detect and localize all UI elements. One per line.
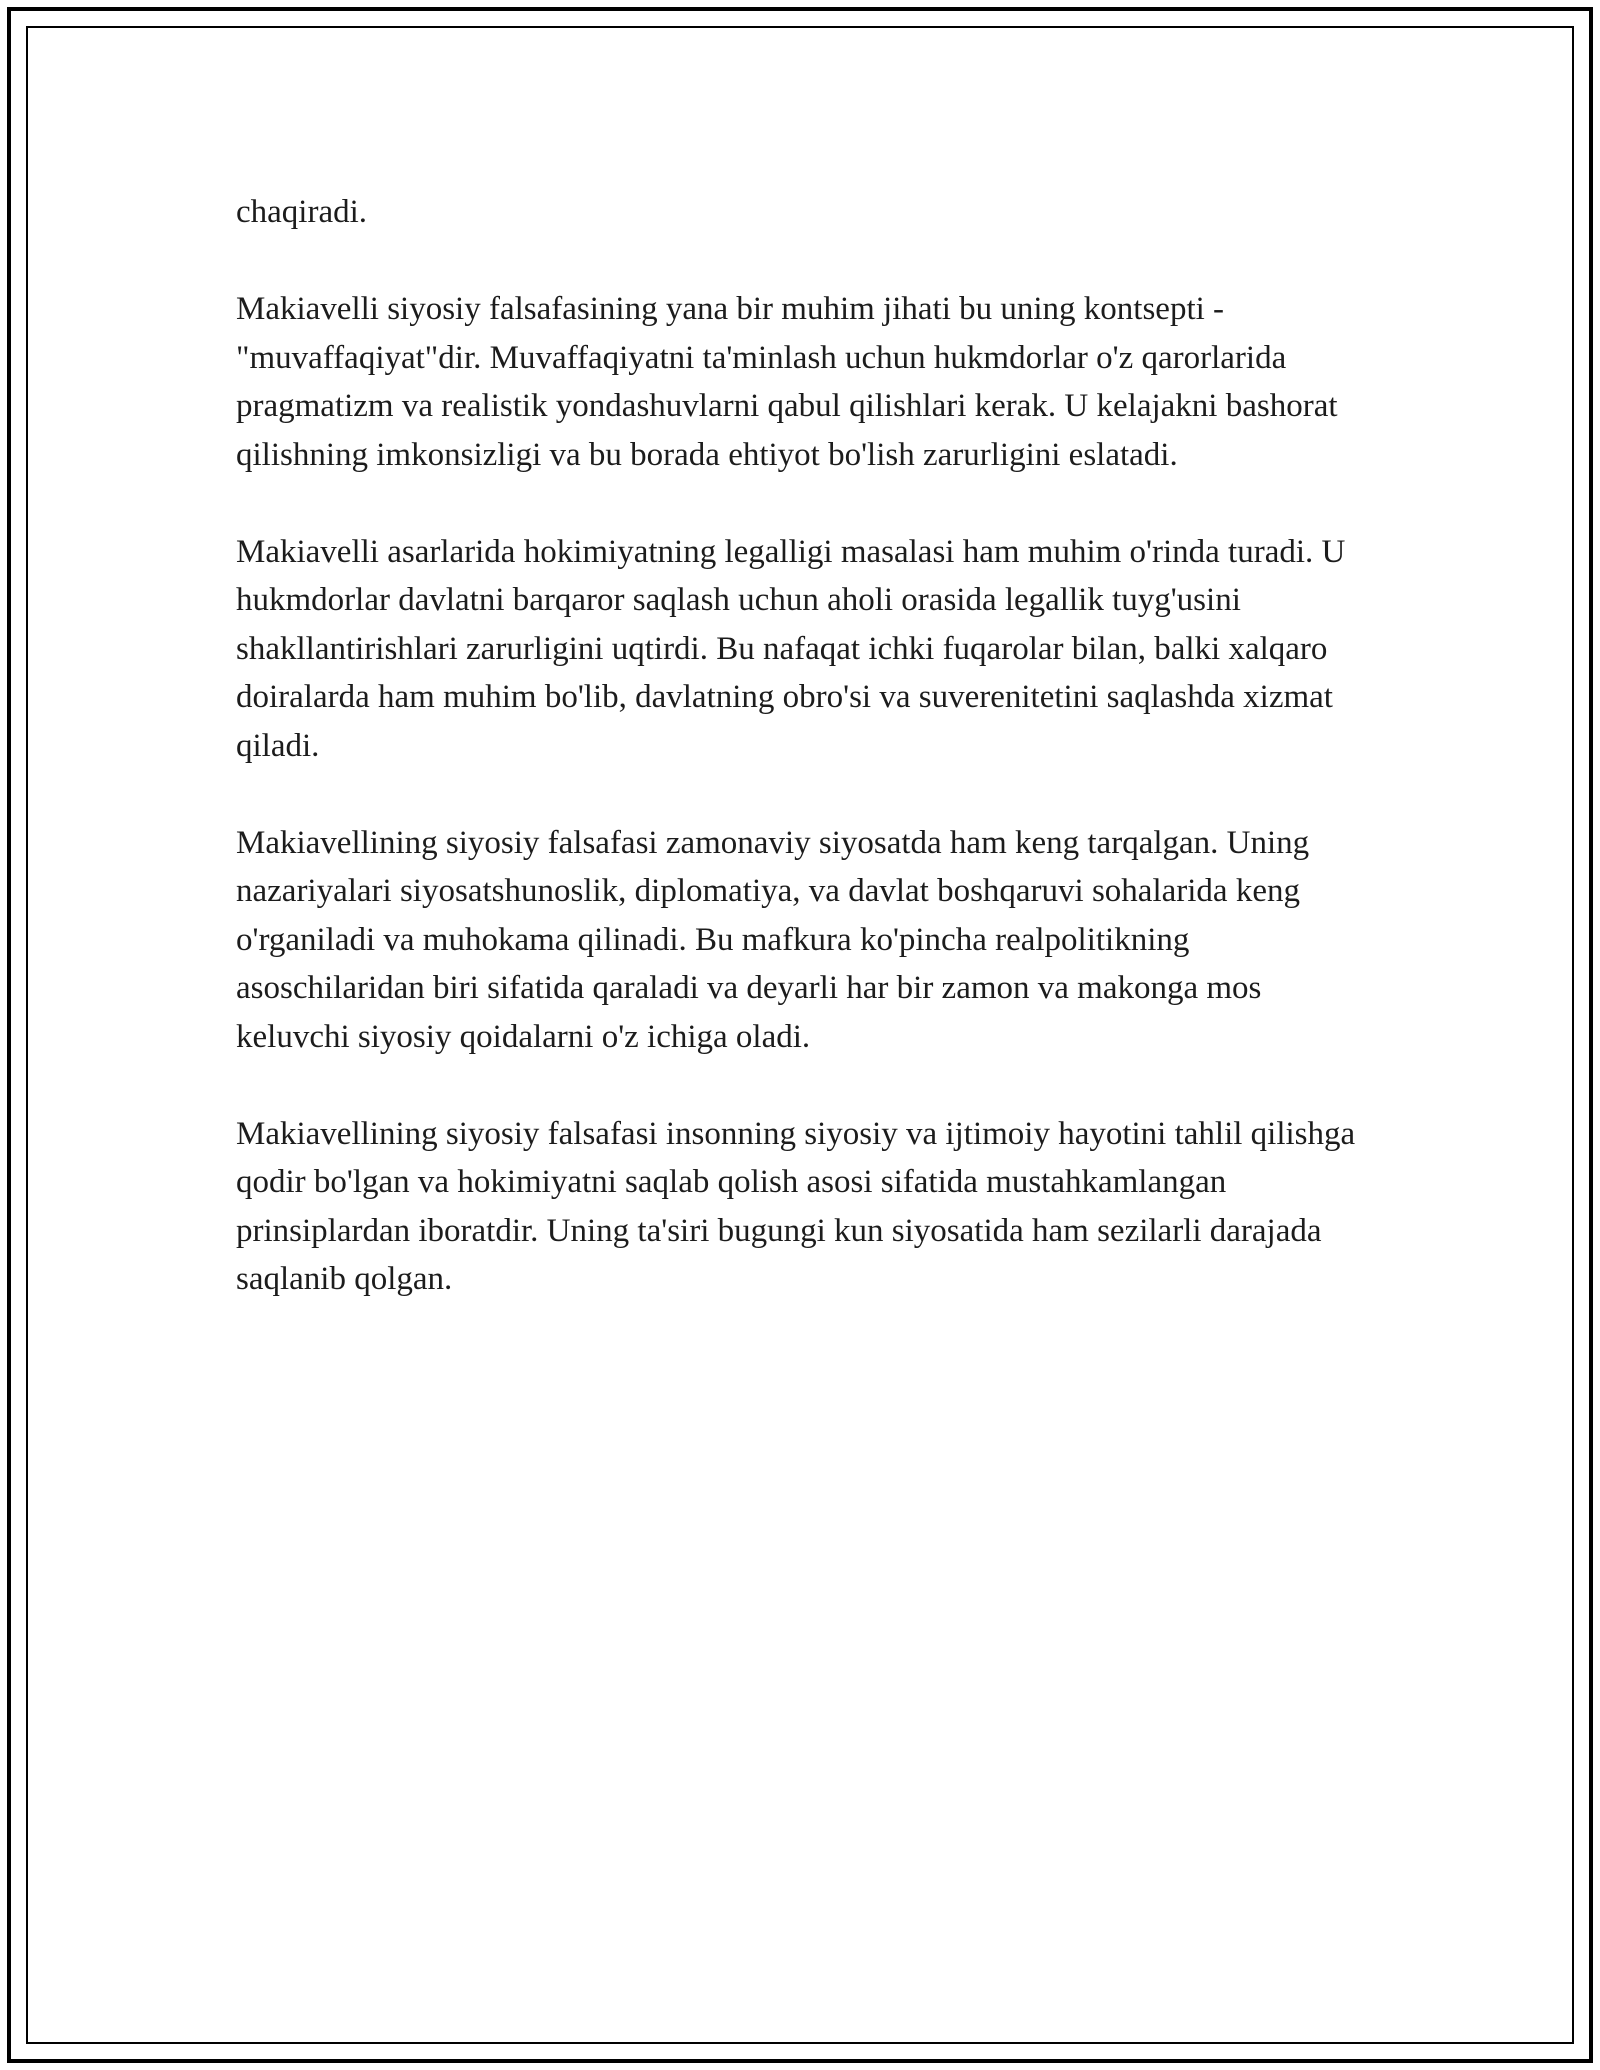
paragraph-modern-politics: Makiavellining siyosiy falsafasi zamonaviy siyosatda ham keng tarqalgan. Uning nazariyalari siyosatshunoslik, diplomatiya, va davlat boshqaruvi sohalarida keng o'rganiladi va muhokama qilinadi. Bu mafkura ko'pincha realpolitikning asoschilaridan biri sifatida qaraladi va deyarli har bir zamon va makonga mos keluvchi siyosiy qoidalarni o'z ichiga oladi. xyxy=(236,824,1310,1055)
paragraph-legitimacy: Makiavelli asarlarida hokimiyatning legalligi masalasi ham muhim o'rinda turadi. U hukmdorlar davlatni barqaror saqlash uchun aholi orasida legallik tuyg'usini shakllantirishlari zarurligini uqtirdi. Bu nafaqat ichki fuqarolar bilan, balki xalqaro doiralarda ham muhim bo'lib, davlatning obro'si va suverenitetini saqlashda xizmat qiladi. xyxy=(236,533,1346,764)
paragraph-success-concept: Makiavelli siyosiy falsafasining yana bir muhim jihati bu uning kontsepti - "muvaffaqiyat"dir. Muvaffaqiyatni ta'minlash uchun hukmdorlar o'z qarorlarida pragmatizm va realistik yondashuvlarni qabul qilishlari kerak. U kelajakni bashorat qilishning imkonsizligi va bu borada ehtiyot bo'lish zarurligini eslatadi. xyxy=(236,291,1338,473)
paragraph-continuation: chaqiradi. xyxy=(236,194,368,230)
paragraph-conclusion: Makiavellining siyosiy falsafasi insonning siyosiy va ijtimoiy hayotini tahlil qilishga qodir bo'lgan va hokimiyatni saqlab qolish asosi sifatida mustahkamlangan prinsiplardan iboratdir. Uning ta'siri bugungi kun siyosatida ham sezilarli darajada saqlanib qolgan. xyxy=(236,1115,1356,1297)
document-body xyxy=(236,188,1366,1352)
